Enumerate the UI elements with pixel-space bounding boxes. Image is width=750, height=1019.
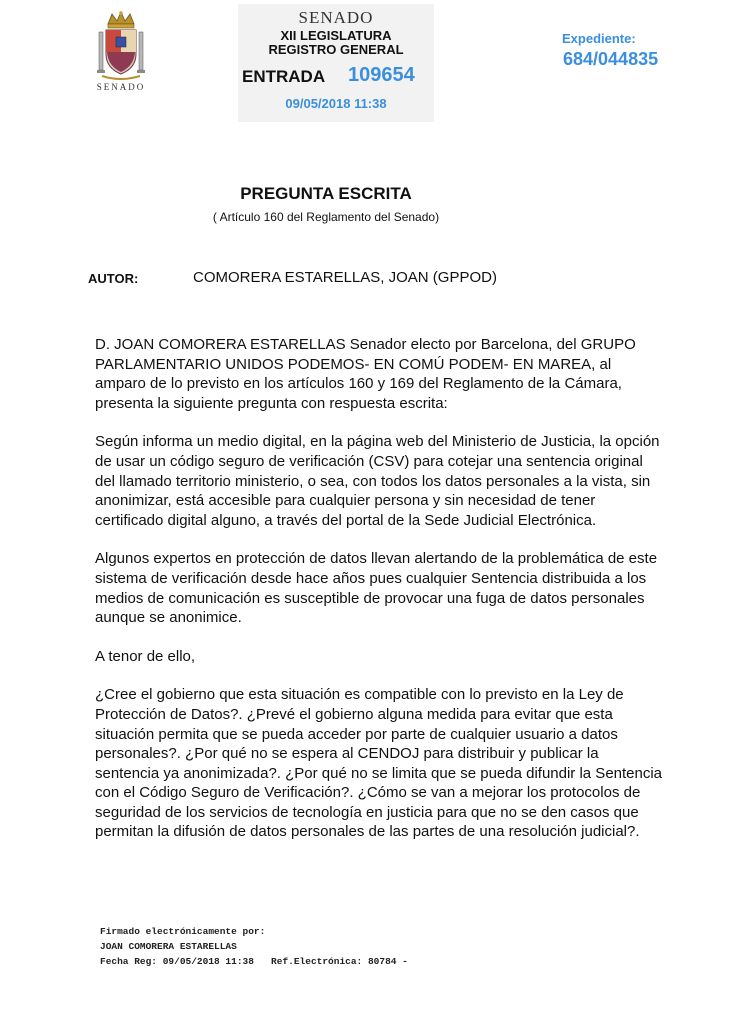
stamp-datetime: 09/05/2018 11:38: [285, 96, 387, 111]
body-paragraph: A tenor de ello,: [95, 647, 196, 665]
signature-signer: JOAN COMORERA ESTARELLAS: [100, 941, 237, 952]
signature-details: [100, 954, 408, 969]
electronic-signature: [100, 924, 408, 969]
signature-reg-date: Fecha Reg: 09/05/2018 11:38: [100, 956, 254, 967]
body-paragraph: Algunos expertos en protección de datos llevan alertando de la problemática de este sistema de verificación desde hace años pues cualquier Sentencia distribuida a los medios de comunicación es susceptible de provocar una fuga de datos personales aunque se anonimice.: [95, 550, 658, 627]
body-paragraph: D. JOAN COMORERA ESTARELLAS Senador electo por Barcelona, del GRUPO PARLAMENTARIO UNIDOS PODEMOS- EN COMÚ PODEM- EN MAREA, al amparo de lo previsto en los artículos 160 y 169 del Reglamento de la Cámara, presenta la siguiente pregunta con respuesta escrita:: [95, 336, 636, 412]
question-body: [95, 335, 715, 861]
stamp-organization: SENADO: [298, 8, 374, 27]
author-value: COMORERA ESTARELLAS, JOAN (GPPOD): [193, 269, 497, 286]
stamp-entry-number: 109654: [348, 64, 415, 86]
stamp-entry-label: ENTRADA: [242, 67, 326, 86]
expediente-label: Expediente:: [562, 31, 636, 46]
author-label: AUTOR:: [88, 271, 139, 286]
stamp-legislature: XII LEGISLATURA: [280, 28, 392, 43]
expediente-value: 684/044835: [563, 49, 659, 69]
body-paragraph: Según informa un medio digital, en la página web del Ministerio de Justicia, la opción de usar un código seguro de verificación (CSV) para cotejar una sentencia original del llamado territorio ministerio, o sea, con todos los datos personales a la vista, sin anonimizar, está accesible para cualquier persona y sin necesidad de tener certificado digital alguno, a través del portal de la Sede Judicial Electrónica.: [95, 433, 660, 529]
crest-label: SENADO: [96, 82, 146, 92]
senate-crest-icon: [96, 10, 146, 84]
registry-stamp: [238, 4, 434, 122]
signature-reference: Ref.Electrónica: 80784 -: [271, 956, 408, 967]
document-subtitle: ( Artículo 160 del Reglamento del Senado): [212, 210, 440, 224]
body-paragraph: ¿Cree el gobierno que esta situación es compatible con lo previsto en la Ley de Protección de Datos?. ¿Prevé el gobierno alguna medida para evitar que esta situación permita que se pueda acceder por parte de cualquier usuario a datos personales?. ¿Por qué no se espera al CENDOJ para distribuir y publicar la sentencia ya anonimizada?. ¿Por qué no se limita que se pueda difundir la Sentencia con el Código Seguro de Verificación?. ¿Cómo se van a mejorar los protocolos de seguridad de los servicios de tecnología en justicia para que no se den casos que permitan la difusión de datos personales de las partes de una resolución judicial?.: [95, 686, 663, 841]
stamp-registry: REGISTRO GENERAL: [268, 42, 404, 57]
signature-label: Firmado electrónicamente por:: [100, 926, 266, 937]
document-title: PREGUNTA ESCRITA: [240, 184, 412, 203]
